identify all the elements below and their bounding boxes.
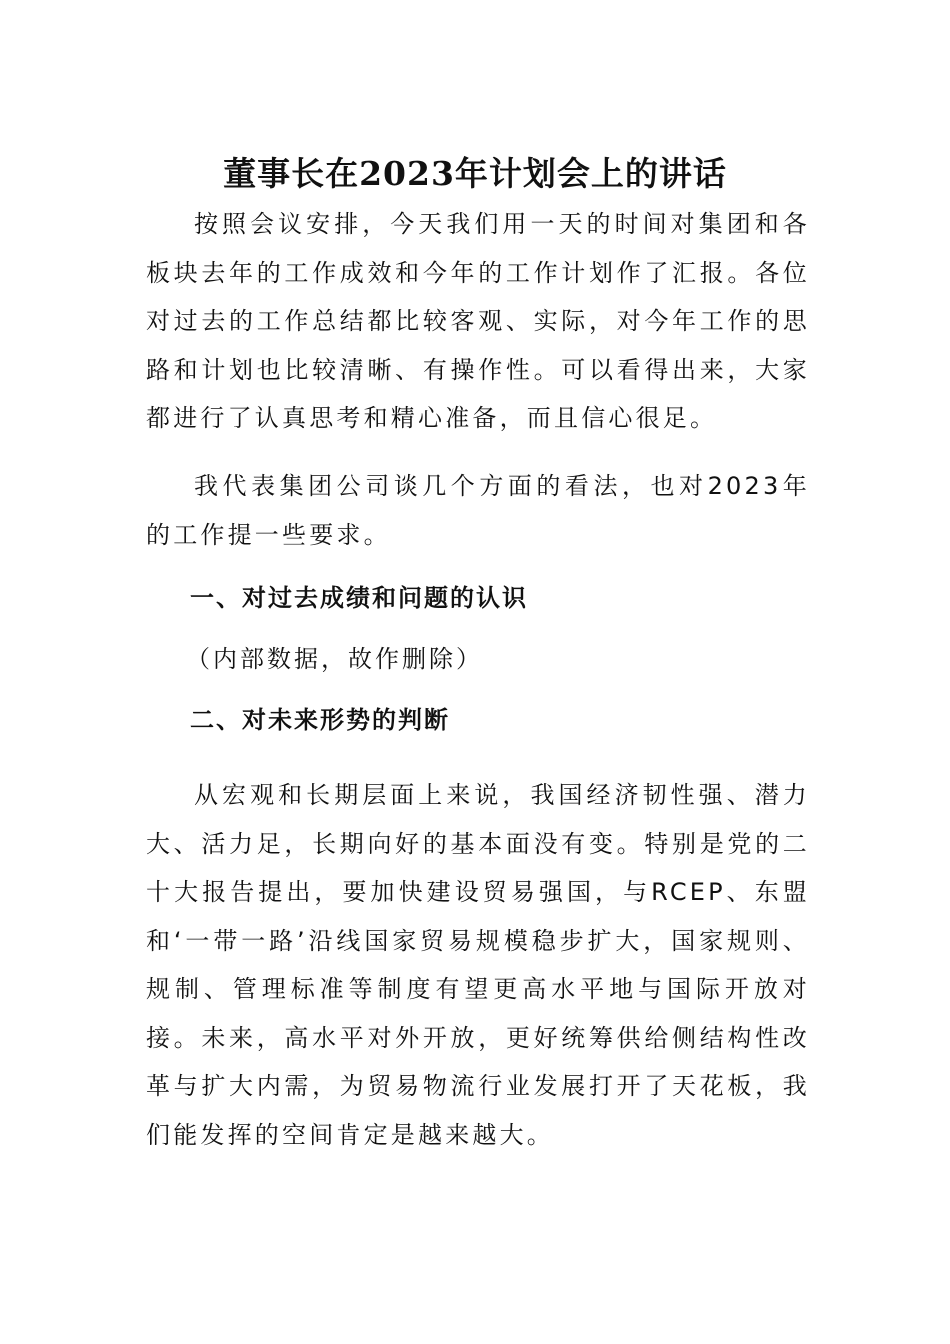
section-heading-2: 二、对未来形势的判断 <box>190 706 450 734</box>
second-paragraph: 我代表集团公司谈几个方面的看法，也对2023年的工作提一些要求。 <box>146 472 810 549</box>
section-1-note: （内部数据，故作删除） <box>186 645 483 673</box>
document-title: 董事长在2023年计划会上的讲话 <box>223 154 727 194</box>
section-2-paragraph: 从宏观和长期层面上来说，我国经济韧性强、潜力大、活力足，长期向好的基本面没有变。特别是党的二十大报告提出，要加快建设贸易强国，与RCEP、东盟和‘一带一路’沿线国家贸易规模稳步扩大，国家规则、规制、管理标准等制度有望更高水平地与国际开放对接。未来，高水平对外开放，更好统筹供给侧结构性改革与扩大内需，为贸易物流行业发展打开了天花板，我们能发挥的空间肯定是越来越大。 <box>146 781 810 1149</box>
section-heading-1: 一、对过去成绩和问题的认识 <box>190 584 528 612</box>
intro-paragraph: 按照会议安排，今天我们用一天的时间对集团和各板块去年的工作成效和今年的工作计划作了汇报。各位对过去的工作总结都比较客观、实际，对今年工作的思路和计划也比较清晰、有操作性。可以看得出来，大家都进行了认真思考和精心准备，而且信心很足。 <box>146 210 810 432</box>
